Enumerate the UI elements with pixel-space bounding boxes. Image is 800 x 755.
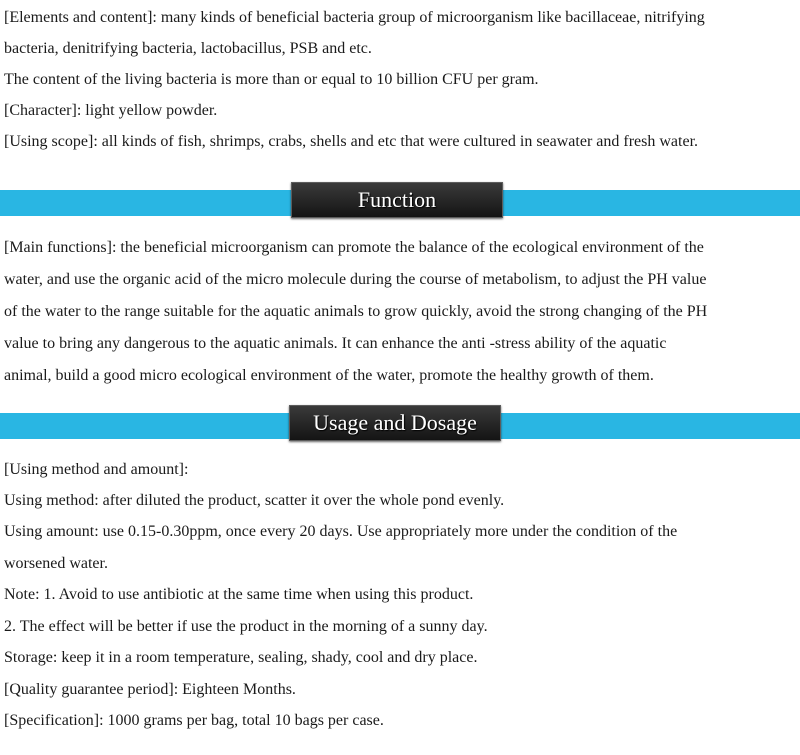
function-line: water, and use the organic acid of the micro molecule during the course of metabolism, to adjust the PH value [4, 271, 707, 288]
function-heading-text: Function [357, 187, 437, 212]
usage-line: Note: 1. Avoid to use antibiotic at the same time when using this product. [4, 586, 474, 603]
usage-line: Using method: after diluted the product, scatter it over the whole pond evenly. [4, 492, 505, 509]
function-line: [Main functions]: the beneficial microorganism can promote the balance of the ecological environment of the [4, 239, 704, 256]
function-line: value to bring any dangerous to the aquatic animals. It can enhance the anti -stress ability of the aquatic [4, 335, 667, 352]
usage-line: Storage: keep it in a room temperature, sealing, shady, cool and dry place. [4, 649, 478, 666]
function-line: animal, build a good micro ecological environment of the water, promote the healthy growth of them. [4, 367, 654, 384]
usage-line: Using amount: use 0.15-0.30ppm, once every 20 days. Use appropriately more under the condition of the [4, 523, 678, 540]
usage-heading [289, 405, 501, 441]
intro-line: The content of the living bacteria is more than or equal to 10 billion CFU per gram. [4, 71, 539, 88]
usage-line: worsened water. [4, 555, 108, 572]
usage-line: [Using method and amount]: [4, 461, 189, 478]
intro-line: [Character]: light yellow powder. [4, 102, 218, 119]
function-line: of the water to the range suitable for the aquatic animals to grow quickly, avoid the strong changing of the PH [4, 303, 708, 320]
usage-line: [Specification]: 1000 grams per bag, total 10 bags per case. [4, 712, 384, 729]
usage-heading-text: Usage and Dosage [313, 410, 477, 435]
usage-line: [Quality guarantee period]: Eighteen Months. [4, 681, 296, 698]
intro-line: [Elements and content]: many kinds of beneficial bacteria group of microorganism like bacillaceae, nitrifying [4, 9, 705, 26]
function-banner [0, 182, 800, 218]
usage-line: 2. The effect will be better if use the product in the morning of a sunny day. [4, 618, 488, 635]
intro-line: bacteria, denitrifying bacteria, lactobacillus, PSB and etc. [4, 40, 372, 57]
usage-banner [0, 405, 800, 441]
intro-line: [Using scope]: all kinds of fish, shrimps, crabs, shells and etc that were cultured in seawater and fresh water. [4, 133, 699, 150]
function-heading [291, 182, 503, 218]
